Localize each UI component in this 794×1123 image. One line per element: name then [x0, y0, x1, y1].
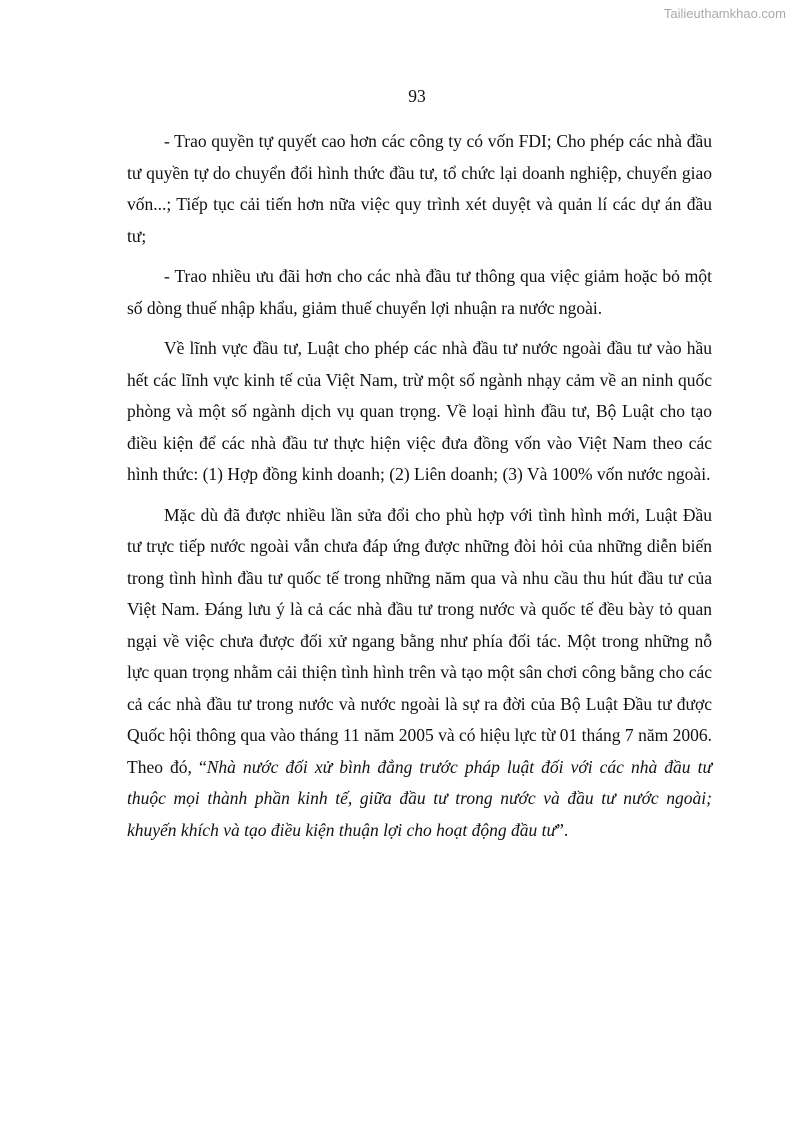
paragraph-4 — [127, 500, 712, 847]
paragraph-4-closing: ”. — [556, 819, 569, 840]
paragraph-2: - Trao nhiều ưu đãi hơn cho các nhà đầu tư thông qua việc giảm hoặc bỏ một số dòng thuế nhập khẩu, giảm thuế chuyển lợi nhuận ra nước ngoài. — [127, 266, 712, 318]
page-number: 93 — [408, 86, 426, 106]
quoted-law-text: Nhà nước đối xử bình đẳng trước pháp luật đối với các nhà đầu tư thuộc mọi thành phần kinh tế, giữa đầu tư trong nước và đầu tư nước ngoài; khuyến khích và tạo điều kiện thuận lợi cho hoạt động đầu tư — [127, 756, 712, 840]
paragraph-1: - Trao quyền tự quyết cao hơn các công ty có vốn FDI; Cho phép các nhà đầu tư quyền tự do chuyển đổi hình thức đầu tư, tổ chức lại doanh nghiệp, chuyển giao vốn...; Tiếp tục cải tiến hơn nữa việc quy trình xét duyệt và quản lí các dự án đầu tư; — [127, 131, 712, 246]
paragraph-4-text: Mặc dù đã được nhiều lần sửa đổi cho phù hợp với tình hình mới, Luật Đầu tư trực tiếp nước ngoài vẫn chưa đáp ứng được những đòi hỏi của những diễn biến trong tình hình đầu tư quốc tế trong những năm qua và nhu cầu thu hút đầu tư của Việt Nam. Đáng lưu ý là cả các nhà đầu tư trong nước và quốc tế đều bày tỏ quan ngại về việc chưa được đối xử ngang bằng như phía đối tác. Một trong những nỗ lực quan trọng nhằm cải thiện tình hình trên và tạo một sân chơi công bằng cho các cả các nhà đầu tư trong nước và nước ngoài là sự ra đời của Bộ Luật Đầu tư được Quốc hội thông qua vào tháng 11 năm 2005 và có hiệu lực từ 01 tháng 7 năm 2006. Theo đó, “ — [127, 504, 712, 777]
document-body — [127, 126, 712, 846]
watermark: Tailieuthamkhao.com — [663, 6, 786, 21]
paragraph-3: Về lĩnh vực đầu tư, Luật cho phép các nhà đầu tư nước ngoài đầu tư vào hầu hết các lĩnh vực kinh tế của Việt Nam, trừ một số ngành nhạy cảm về an ninh quốc phòng và một số ngành dịch vụ quan trọng. Về loại hình đầu tư, Bộ Luật cho tạo điều kiện để các nhà đầu tư thực hiện việc đưa đồng vốn vào Việt Nam theo các hình thức: (1) Hợp đồng kinh doanh; (2) Liên doanh; (3) Và 100% vốn nước ngoài. — [127, 338, 712, 484]
